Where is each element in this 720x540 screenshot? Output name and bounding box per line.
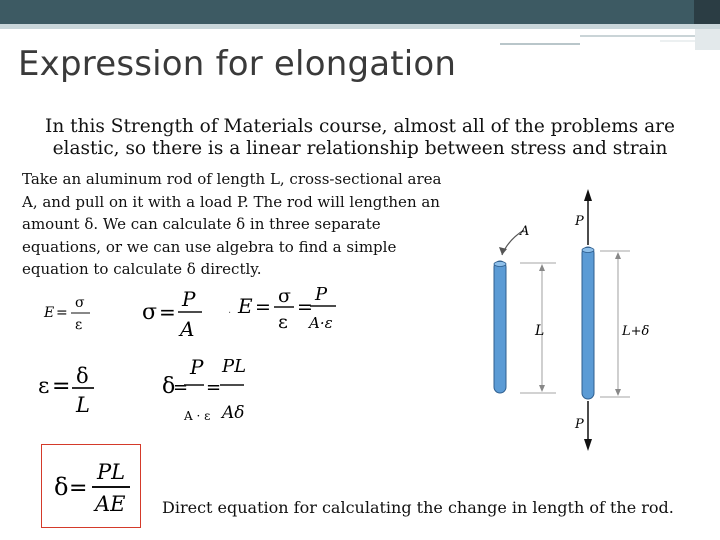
slide-title: Expression for elongation xyxy=(18,44,457,84)
rod-elongation-diagram xyxy=(480,185,660,455)
delta-chain-equation xyxy=(162,350,248,430)
eq-denominator: L xyxy=(76,393,90,417)
eq-equals: = xyxy=(297,296,313,318)
banner-corner xyxy=(694,0,720,24)
eq-equals: = xyxy=(56,305,68,321)
eq-num1: σ xyxy=(278,285,291,307)
dot-mark: . xyxy=(228,305,232,316)
eq-equals: = xyxy=(173,377,189,398)
combined-equation xyxy=(228,282,346,340)
top-banner xyxy=(0,0,720,24)
eq-den2: A·ε xyxy=(309,314,333,332)
length-label: L xyxy=(535,323,545,339)
eq-lhs: E xyxy=(44,305,55,321)
eq-equals: = xyxy=(255,296,271,318)
eq-numerator: δ xyxy=(76,364,89,388)
bottom-load-arrowhead xyxy=(584,439,592,451)
eq-equals: = xyxy=(69,476,88,501)
eq-lhs: E xyxy=(238,294,253,318)
bottom-load-label: P xyxy=(575,417,584,432)
eq-lhs: δ xyxy=(54,473,69,501)
eq-equals: = xyxy=(206,377,222,398)
strain-equation xyxy=(38,362,98,418)
eq-numerator: PL xyxy=(97,460,126,484)
body-paragraph: Take an aluminum rod of length L, cross-sectional area A, and pull on it with a load P. The rod will lengthen an amount δ. We can calculate δ in three separate equations, or we can use algebra to find a simple equation to calculate δ directly. xyxy=(22,170,442,278)
final-equation-caption: Direct equation for calculating the change in length of the rod. xyxy=(162,498,674,517)
final-equation xyxy=(42,445,140,527)
eq-lhs: δ xyxy=(162,374,176,399)
eq-equals: = xyxy=(52,374,71,399)
eq-den1: ε xyxy=(278,311,288,333)
eq-num2: P xyxy=(315,284,328,305)
eq-num2: PL xyxy=(222,356,247,377)
intro-text: In this Strength of Materials course, almost all of the problems are elastic, so there is a linear relationship between stress and strain xyxy=(45,116,675,159)
final-equation-box xyxy=(41,444,141,528)
eq-den1: A · ε xyxy=(184,409,211,423)
top-load-label: P xyxy=(575,214,584,229)
eq-numerator: P xyxy=(182,287,196,311)
eq-denominator: ε xyxy=(75,317,83,333)
eq-lhs: σ xyxy=(142,300,158,325)
eq-den2: Aδ xyxy=(222,403,245,423)
elongated-length-label: L+δ xyxy=(622,324,650,339)
eq-denominator: AE xyxy=(95,492,126,516)
eq-num1: P xyxy=(190,355,204,379)
top-load-arrowhead xyxy=(584,189,592,201)
modulus-equation xyxy=(44,296,104,336)
eq-equals: = xyxy=(159,300,176,324)
stress-equation xyxy=(142,286,212,342)
unloaded-rod xyxy=(494,261,506,393)
eq-denominator: A xyxy=(180,317,195,341)
loaded-rod xyxy=(582,247,594,399)
area-label: A xyxy=(520,224,530,239)
eq-lhs: ε xyxy=(38,374,50,399)
eq-numerator: σ xyxy=(75,295,85,311)
